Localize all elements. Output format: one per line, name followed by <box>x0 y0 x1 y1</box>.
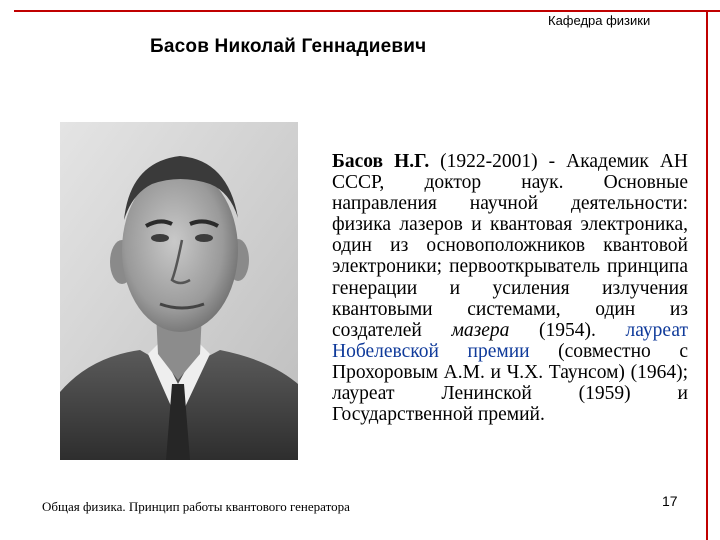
bio-text-part-1: (1922-2001) - Академик АН СССР, доктор наук. Основные направления научной деятельности: физика лазеров и квантовая электроника, один из основоположников квантовой электроники; первооткрыватель принципа генерации и усиления излучения квантовыми системами, один из создателей <box>332 151 688 341</box>
bio-maser-term: мазера <box>451 319 510 341</box>
nobel-prize-link[interactable]: лауреат Нобелевской премии <box>332 319 688 362</box>
bio-name: Басов Н.Г. <box>332 151 430 172</box>
page-number: 17 <box>662 493 678 509</box>
slide-title: Басов Николай Геннадиевич <box>150 36 427 57</box>
frame-top-line <box>14 10 720 12</box>
frame-right-line <box>706 10 708 540</box>
bio-text-part-2: (1954). <box>509 319 626 341</box>
footer-course-title: Общая физика. Принцип работы квантового генератора <box>42 499 350 514</box>
portrait-photo <box>60 122 298 460</box>
department-label: Кафедра физики <box>548 13 651 28</box>
biography-text <box>332 151 688 425</box>
portrait-photo-drawing <box>60 122 298 460</box>
bio-text-part-3: (совместно с Прохоровым А.М. и Ч.Х. Таунсом) (1964); лауреат Ленинской (1959) и Государственной премий. <box>332 340 688 426</box>
